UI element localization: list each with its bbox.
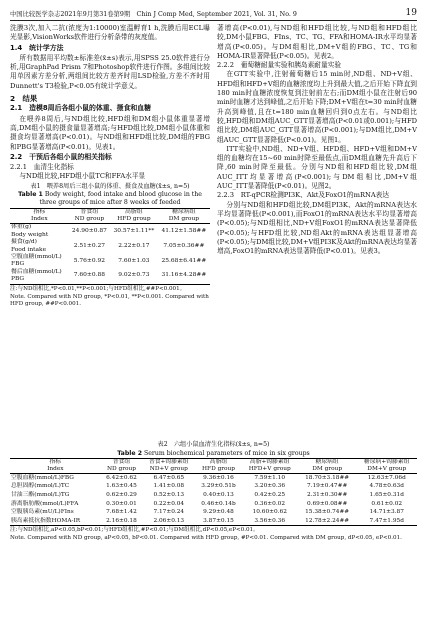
- section-2-2-1-heading: 2.2.1 血清生化指标: [10, 163, 74, 172]
- table1-note-cn: 注:与ND组相比,*P<0.01,**P<0.001;与HFD组相比,##P<0.001。: [10, 285, 186, 292]
- table2-label: Table 2: [117, 449, 143, 457]
- results-2-1-paragraph: 在喂养8周后,与ND组比较,HFD组和DM组小鼠体重显著增高,DM组小鼠的摄食量显著增高;与HFD组比较,DM组小鼠体重和摄食均显著增高(P<0.01)。与ND组和HFD组比较,DM组的FBG和PBG显著增高(P<0.01)。见表1。: [10, 114, 210, 151]
- table-row: 摄食(g/d) Food intake 2.51±0.27 2.22±0.17 7.05±0.36##: [11, 239, 205, 253]
- table2-col-header: 糖尿病组 DM group: [298, 459, 357, 474]
- table2-col-header: 普食组 ND group: [101, 459, 143, 474]
- table2-col-header: 高脂组 HFD group: [195, 459, 241, 474]
- page-number: 19: [405, 8, 417, 18]
- table-row: 空腹血糖(mmol/L)FBG 6.42±0.62 6.47±0.65 9.36±0.16 7.59±1.10 18.70±3.18## 12.63±7.06d: [11, 474, 406, 481]
- table1-col-header: 糖尿病组 DM group: [158, 208, 210, 224]
- gtt-paragraph: 在GTT实验中,注射葡萄糖后15 min时,ND组、ND+V组、HFD组和HFD+V组的血糖浓度均上升到最大值,之后开始下降直到180 min时血糖浓度恢复到注射前左右;而DM组小鼠在注射后90 min时血糖才达到峰值,之后开始下降;DM+V组在t=30 min时血糖升高到峰值,且在t=180 min血糖回归到0点左右。与ND组比较,HFD组和DM组AUC_GTT显著增高(P<0.01或0.001);与HFD组比较,DM组AUC_GTT显著增高(P<0.001);与DM组比,DM+V组AUC_GTT显著降低(P<0.01)。见图1。: [217, 70, 417, 144]
- section-1-4-heading: 1.4 统计学方法: [10, 43, 64, 52]
- section-2-heading: 2 结果: [10, 94, 38, 104]
- table2-caption-en: [10, 450, 417, 458]
- table2-col-header: 普食+钩藤素组 ND+V group: [142, 459, 195, 474]
- table1-col-header: 普食组 ND group: [69, 208, 110, 224]
- table2-col-header: 指标 Index: [10, 459, 101, 474]
- running-header: [10, 7, 417, 19]
- results-2-2-1-paragraph: 与ND组比较,HFD组小鼠TC和FFA水平显: [19, 172, 146, 181]
- table2: [10, 458, 417, 526]
- table-row: 总胆固醇(mmol/L)TC 1.63±0.45 1.41±0.08 3.29±0.51b 3.20±0.36 7.19±0.47## 4.78±0.63d: [11, 483, 404, 490]
- table-row: 体重(g) Body weight 24.90±0.87 30.57±1.11** 41.12±1.58##: [11, 224, 207, 238]
- table1-caption-en-text: Body weight, food intake and blood glucose in the three groups of mice after 8 weeks of feeded: [39, 191, 202, 206]
- intro-paragraph: 洗膜3次,加入二抗(浓度为1:10000)室温孵育1 h,洗膜后用ECL曝光显影,VisionWorks软件进行分析条带的灰度值。: [10, 24, 210, 42]
- table1-col-header: 指标 Index: [10, 208, 69, 224]
- table-row: 甘油三酯(mmol/L)TG 0.62±0.29 0.52±0.13 0.40±0.13 0.42±0.25 2.31±0.30## 1.65±0.31d: [11, 491, 404, 498]
- serum-continued-paragraph: 著增高(P<0.01),与ND组和HFD组比较,与ND组和HFD组比较,DM小鼠FBG、FIns、TC、TG、FFA和HOMA-IR水平均显著增高(P<0.05)。与DM组相比,DM+V组的FBG、TC、TG和HOMA-IR显著降低(P<0.05)。见表2。: [217, 24, 417, 60]
- table2-col-header: 高脂+钩藤素组 HFD+V group: [242, 459, 298, 474]
- table-row: 空腹血糖(mmol/L) FBG 5.76±0.92 7.60±1.03 25.68±6.41##: [11, 253, 207, 268]
- table1-caption-en: [10, 191, 210, 206]
- section-2-2-2-heading: 2.2.2 葡萄糖耐量实验和胰岛素耐量实验: [217, 61, 342, 70]
- journal-header-text: 中国比较医学杂志2021年9月第31卷第9期 Chin J Comp Med, September 2021, Vol. 31, No. 9: [10, 10, 297, 18]
- stats-paragraph: 所有数据用平均数±标准差(x̄±s)表示,用SPSS 25.0软件进行分析,用GraphPad Prism 7和Photoshop软件进行作图。多组间比较用单因素方差分析,两组间比较方差齐时用LSD检验,方差不齐时用Dunnett's T3检验,P<0.05有统计学意义。: [10, 53, 210, 90]
- table2-note-cn: 注:与ND组相比,aP<0.05,bP<0.01;与HFD组相比,#P<0.01;与DM组相比,dP<0.05,eP<0.01。: [10, 527, 259, 534]
- pcr-paragraph: 分别与ND组和HFD组比较,DM组PI3K、Akt的mRNA表达水平均显著降低(P<0.001),而FoxO1的mRNA表达水平均显著增高(P<0.05);与ND组相比,ND+V组FoxO1的mRNA表达显著降低(P<0.05);与HFD组比较,ND组Akt的mRNA表达组显著增高(P<0.05);与DM组比较,DM+V组PI3K及Akt的mRNA表达均显著增高,FoxO1的mRNA表达显著降低(P<0.01)。见表3。: [217, 200, 417, 256]
- table-row: 游离脂肪酸(mmol/L)FFA 0.30±0.01 0.22±0.04 0.46±0.14b 0.36±0.02 0.69±0.08## 0.61±0.02: [11, 500, 403, 507]
- section-2-2-3-heading: 2.2.3 RT-qPCR检测PI3K、Akt及FoxO1的mRNA表达: [217, 191, 390, 200]
- table-row: 餐后血糖(mmol/L) PBG 7.60±0.88 9.02±0.73 31.16±4.28##: [11, 268, 207, 283]
- table1-note-en: Note. Compared with ND group, *P<0.01, **P<0.001. Compared with HFD group, ##P<0.001.: [10, 293, 209, 307]
- table-row: 胰岛素抵抗指数HOMA-IR 2.16±0.18 2.06±0.13 3.87±0.15 3.56±0.36 12.78±2.24## 7.47±1.95d: [11, 517, 404, 524]
- right-column: [217, 24, 417, 256]
- table1-col-header: 高脂组 HFD group: [110, 208, 158, 224]
- table2-caption-cn: 表2 六组小鼠血清生化指标(x̄±s, n=5): [157, 441, 270, 448]
- table-row: 空腹胰岛素(mU/L)FIns 7.68±1.42 7.17±0.24 9.29±0.48 10.60±0.62 15.38±0.74## 14.71±3.87: [11, 509, 404, 516]
- itt-paragraph: ITT实验中,ND组、ND+V组、HFD组、HFD+V组和DM+V组的血糖均在15~60 min时降至最低点,而DM组血糖先升高后下降,60 min时降至最低。分别与ND组和HFD组比较,DM组AUC_ITT均显著增高(P<0.001);与DM组相比,DM+V组AUC_ITT显著降低(P<0.01)。见图2。: [217, 144, 417, 191]
- section-2-2-heading: 2.2 干预后各组小鼠的相关指标: [10, 152, 112, 161]
- table2-note-en: Note. Compared with ND group, aP<0.05, bP<0.01. Compared with HFD group, #P<0.01. Compared with DM group, dP<0.05, eP<0.01.: [10, 535, 402, 542]
- table1: [10, 208, 210, 285]
- table1-label: Table 1: [18, 191, 43, 199]
- table2-block: [10, 440, 417, 543]
- section-2-1-heading: 2.1 造模8周后各组小鼠的体重、摄食和血糖: [10, 104, 152, 113]
- header-rule: [10, 20, 417, 21]
- left-column: [10, 24, 210, 309]
- table1-caption-cn: 表1 喂养8周后三组小鼠的体重、摄食及血糖(x̄±s, n=5): [30, 182, 190, 190]
- table2-caption-en-text: Serum biochemical parameters of mice in six groups: [144, 449, 310, 457]
- table2-col-header: 糖尿病+钩藤素组 DM+V group: [357, 459, 418, 474]
